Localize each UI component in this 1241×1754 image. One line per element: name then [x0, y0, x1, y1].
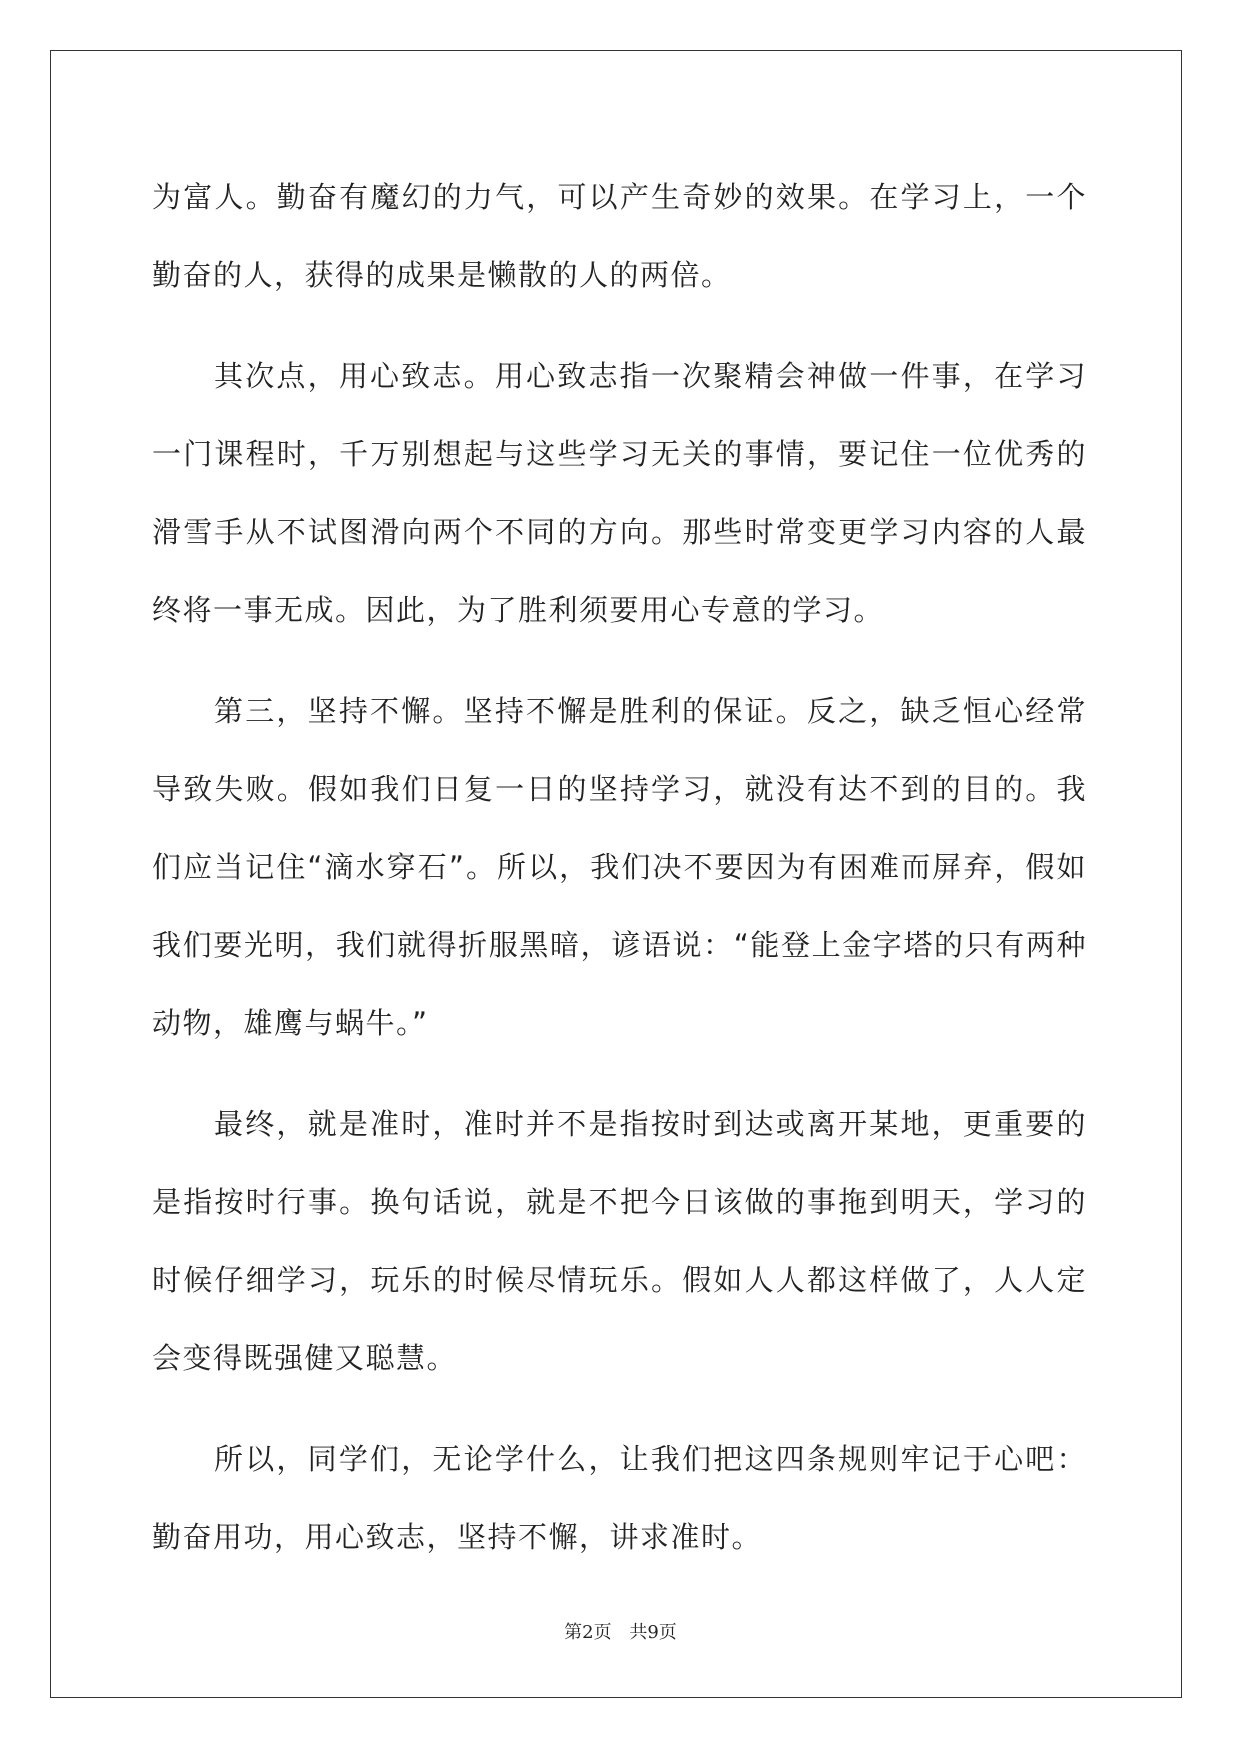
paragraph-2: 其次点，用心致志。用心致志指一次聚精会神做一件事，在学习一门课程时，千万别想起与这些学习无关的事情，要记住一位优秀的滑雪手从不试图滑向两个不同的方向。那些时常变更学习内容的人最终将一事无成。因此，为了胜利须要用心专意的学习。 [152, 359, 1087, 627]
document-body [152, 158, 1087, 1599]
page-footer [0, 1618, 1241, 1644]
paragraph-4: 最终，就是准时，准时并不是指按时到达或离开某地，更重要的是指按时行事。换句话说，就是不把今日该做的事拖到明天，学习的时候仔细学习，玩乐的时候尽情玩乐。假如人人都这样做了，人人定会变得既强健又聪慧。 [152, 1107, 1087, 1375]
paragraph-1: 为富人。勤奋有魔幻的力气，可以产生奇妙的效果。在学习上，一个勤奋的人，获得的成果是懒散的人的两倍。 [152, 180, 1087, 292]
page-number: 第2页 [564, 1622, 612, 1643]
paragraph-3: 第三，坚持不懈。坚持不懈是胜利的保证。反之，缺乏恒心经常导致失败。假如我们日复一日的坚持学习，就没有达不到的目的。我们应当记住“滴水穿石”。所以，我们决不要因为有困难而屏弃，假如我们要光明，我们就得折服黑暗，谚语说：“能登上金字塔的只有两种动物，雄鹰与蜗牛。” [152, 694, 1087, 1040]
paragraph-5: 所以，同学们，无论学什么，让我们把这四条规则牢记于心吧：勤奋用功，用心致志，坚持不懈，讲求准时。 [152, 1442, 1087, 1554]
page-total: 共9页 [629, 1622, 677, 1643]
